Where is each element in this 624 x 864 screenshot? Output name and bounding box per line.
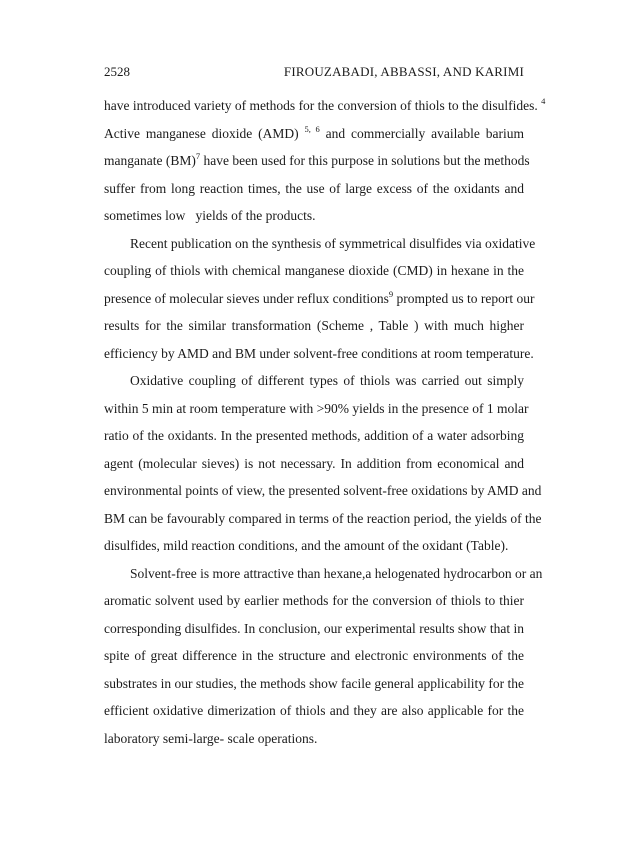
running-head: FIROUZABADI, ABBASSI, AND KARIMI bbox=[283, 64, 524, 79]
citation-superscript: 5, 6 bbox=[304, 123, 320, 134]
text-line: results for the similar transformation (Scheme , Table ) with much higher bbox=[104, 318, 524, 333]
citation-superscript: 9 bbox=[388, 288, 394, 299]
text-line: sometimes low yields of the products. bbox=[104, 208, 316, 223]
text-line: substrates in our studies, the methods show facile general applicability for the bbox=[104, 675, 524, 691]
text-line: disulfides, mild reaction conditions, and the amount of the oxidant (Table). bbox=[104, 538, 509, 553]
text-line: efficient oxidative dimerization of thiols and they are also applicable for the bbox=[104, 703, 524, 718]
citation-superscript: 7 bbox=[195, 151, 201, 161]
text-line: corresponding disulfides. In conclusion, our experimental results show that in bbox=[104, 620, 524, 636]
text-line: suffer from long reaction times, the use of large excess of the oxidants and bbox=[104, 180, 524, 196]
text-line: BM can be favourably compared in terms of the reaction period, the yields of the bbox=[104, 510, 542, 526]
text-line: Oxidative coupling of different types of thiols was carried out simply bbox=[130, 373, 524, 388]
text-line: efficiency by AMD and BM under solvent-free conditions at room temperature. bbox=[104, 345, 534, 361]
text-line: Solvent-free is more attractive than hexane,a helogenated hydrocarbon or an bbox=[130, 565, 543, 581]
citation-superscript: 4 bbox=[541, 96, 546, 106]
body-text bbox=[104, 92, 546, 752]
text-line: presence of molecular sieves under reflux conditions$^9$ prompted us to report our bbox=[104, 288, 535, 306]
text-line: ratio of the oxidants. In the presented methods, addition of a water adsorbing bbox=[104, 428, 524, 443]
text-line: agent (molecular sieves) is not necessary. In addition from economical and bbox=[104, 455, 524, 471]
text-line: environmental points of view, the presented solvent-free oxidations by AMD and bbox=[104, 483, 542, 498]
text-line: within 5 min at room temperature with >90% yields in the presence of 1 molar bbox=[104, 400, 529, 416]
text-line: aromatic solvent used by earlier methods for the conversion of thiols to thier bbox=[104, 593, 524, 608]
text-line: Recent publication on the synthesis of symmetrical disulfides via oxidative bbox=[130, 235, 536, 251]
text-line: manganate (BM)$^7$ have been used for this purpose in solutions but the methods bbox=[104, 151, 530, 168]
text-line: have introduced variety of methods for the conversion of thiols to the disulfides. $^4$ bbox=[104, 96, 546, 113]
page-header bbox=[104, 64, 524, 84]
text-line: laboratory semi-large- scale operations. bbox=[104, 730, 318, 746]
text-line: Active manganese dioxide (AMD) $^{5, 6}$ and commercially available barium bbox=[104, 123, 525, 141]
page-number: 2528 bbox=[104, 64, 130, 79]
text-line: spite of great difference in the structure and electronic environments of the bbox=[104, 648, 524, 663]
text-line: coupling of thiols with chemical manganese dioxide (CMD) in hexane in the bbox=[104, 263, 524, 278]
